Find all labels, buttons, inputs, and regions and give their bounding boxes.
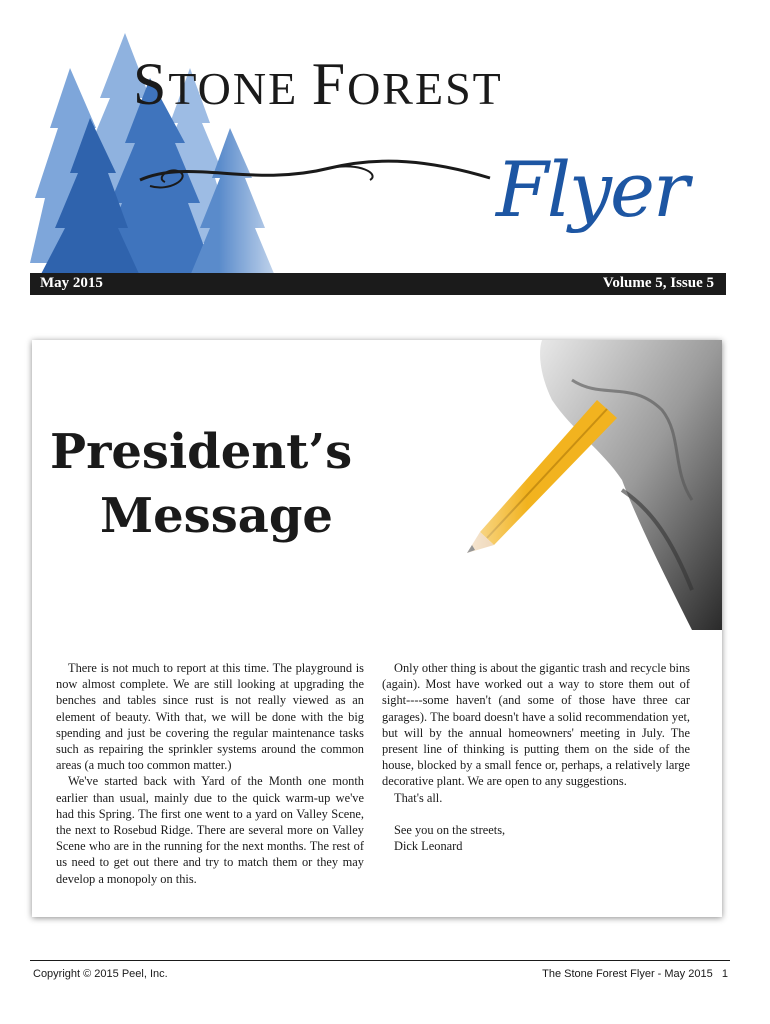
article-column-right [382, 660, 690, 854]
hand-with-pencil-illustration [422, 340, 722, 630]
masthead-title: STONE FOREST [133, 51, 503, 117]
paragraph: We've started back with Yard of the Month one month earlier than usual, mainly due to the quick warm-up we've had this Spring. The first one went to a yard on Valley Scene, the next to Rosebud Ridge. There are several more on Valley Scene who are in the running for the next months. The rest of us need to get out there and try to match them or they may develop a monopoly on this. [56, 774, 364, 886]
masthead [0, 0, 770, 300]
masthead-subtitle: Flyer [496, 145, 688, 234]
page-number: 1 [721, 968, 728, 980]
article-column-left [56, 660, 364, 887]
footer-divider [30, 960, 730, 961]
heading-line-2: Message [100, 488, 333, 544]
decorative-swash [130, 148, 500, 196]
footer-publication [542, 968, 728, 980]
issue-volume: Volume 5, Issue 5 [602, 275, 714, 291]
closing-line: See you on the streets, [394, 822, 506, 837]
footer-publication-title: The Stone Forest Flyer - May 2015 [542, 968, 713, 980]
presidents-message-card [32, 340, 722, 917]
paragraph: There is not much to report at this time. The playground is now almost complete. We are still looking at upgrading the benches and tables since rust is not really viewed as an element of beauty. With that, we will be done with the big spending and just be covering the regular maintenance tasks such as repairing the sprinkler systems around the common areas (a much too common matter.) [56, 661, 364, 773]
issue-bar [30, 273, 726, 295]
article-heading [50, 420, 352, 548]
signature-block [382, 822, 690, 854]
signature-name: Dick Leonard [394, 839, 463, 854]
footer-copyright: Copyright © 2015 Peel, Inc. [33, 968, 168, 980]
paragraph: Only other thing is about the gigantic trash and recycle bins (again). Most have worked out a way to store them out of sight----some haven't (and some of those have three car garages). The board doesn't have a solid recommendation yet, but will by the annual homeowners' meeting in July. The present line of thinking is putting them on the side of the house, blocked by a small fence or, perhaps, a relatively large decorative plant. We are open to any suggestions. [382, 661, 690, 789]
issue-date: May 2015 [40, 275, 103, 291]
heading-line-1: President’s [50, 424, 353, 480]
paragraph: That's all. [394, 790, 443, 805]
